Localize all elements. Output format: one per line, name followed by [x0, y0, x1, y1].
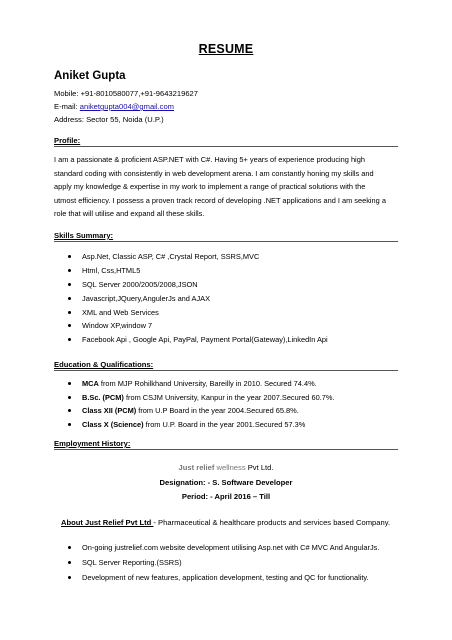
education-list: [66, 377, 334, 431]
list-item: Facebook Api , Google Api, PayPal, Payment Portal(Gateway),LinkedIn Api: [66, 333, 328, 347]
company-name: [0, 463, 452, 472]
company-name-part: Pvt Ltd.: [245, 463, 274, 472]
address-line: Address: Sector 55, Noida (U.P.): [54, 115, 164, 124]
degree-name: B.Sc. (PCM): [82, 392, 124, 402]
list-item: SQL Server Reporting.(SSRS): [66, 556, 379, 571]
list-item: On-going justrelief.com website development utilising Asp.net with C# MVC And AngularJs.: [66, 541, 379, 556]
about-company: [61, 518, 390, 527]
profile-heading: [54, 136, 398, 147]
skills-heading-text: Skills Summary:: [54, 231, 114, 240]
degree-detail: from CSJM University, Kanpur in the year 2007.Secured 60.7%.: [123, 392, 335, 402]
degree-name: Class X (Science): [82, 419, 144, 429]
employment-heading: [54, 439, 398, 450]
profile-line: utmost efficiency. I possess a proven track record of developing .NET applications and I am seeking a: [54, 195, 386, 205]
resume-title: RESUME: [198, 42, 254, 56]
about-company-text: - Pharmaceutical & healthcare products and services based Company.: [153, 518, 391, 527]
list-item: Javascript,JQuery,AngulerJs and AJAX: [66, 292, 328, 306]
company-name-part: Just relief: [178, 463, 215, 472]
education-heading: [54, 360, 398, 371]
skills-heading: [54, 231, 398, 242]
list-item: XML and Web Services: [66, 306, 328, 320]
degree-name: MCA: [82, 379, 99, 388]
about-company-lead: About Just Relief Pvt Ltd: [61, 518, 154, 527]
profile-line: apply my knowledge & expertise in my work to implement a range of practical solutions with the: [54, 182, 366, 191]
profile-paragraph: [54, 153, 402, 221]
designation: Designation: - S. Software Developer: [159, 478, 293, 487]
email-link[interactable]: aniketgupta004@gmail.com: [79, 102, 174, 111]
mobile-line: Mobile: +91-8010580077,+91-9643219627: [54, 89, 198, 98]
degree-detail: from MJP Rohilkhand University, Bareilly in 2010. Secured 74.4%.: [98, 379, 317, 388]
list-item: Asp.Net, Classic ASP, C# ,Crystal Report, SSRS,MVC: [66, 250, 328, 264]
list-item: [66, 404, 334, 418]
list-item: Window XP,window 7: [66, 319, 328, 333]
list-item: [66, 418, 334, 432]
skills-list: [66, 250, 328, 347]
employment-duties-list: [66, 541, 379, 585]
degree-detail: from U.P. Board in the year 2001.Secured 57.3%: [143, 419, 306, 429]
list-item: SQL Server 2000/2005/2008,JSON: [66, 278, 328, 292]
company-name-part: wellness: [214, 463, 246, 472]
education-heading-text: Education & Qualifications:: [54, 360, 154, 369]
email-label: E-mail:: [54, 102, 80, 111]
list-item: [66, 391, 334, 405]
candidate-name: Aniket Gupta: [54, 70, 126, 82]
list-item: Html, Css,HTML5: [66, 264, 328, 278]
degree-detail: from U.P Board in the year 2004.Secured 65.8%.: [136, 406, 299, 416]
degree-name: Class XII (PCM): [82, 406, 137, 416]
profile-line: I am a passionate & proficient ASP.NET with C#. Having 5+ years of experience producing high: [54, 155, 365, 164]
profile-line: standard coding with consistently in web development arena. I am constantly honing my skills and: [54, 168, 374, 178]
profile-heading-text: Profile:: [54, 136, 81, 145]
email-line: [54, 102, 174, 111]
list-item: [66, 377, 334, 391]
employment-heading-text: Employment History:: [54, 439, 131, 448]
profile-line: role that will utilise and expand all these skills.: [54, 209, 205, 218]
period: Period: - April 2016 – Till: [181, 492, 271, 501]
list-item: Development of new features, application development, testing and QC for functionality.: [66, 571, 379, 586]
